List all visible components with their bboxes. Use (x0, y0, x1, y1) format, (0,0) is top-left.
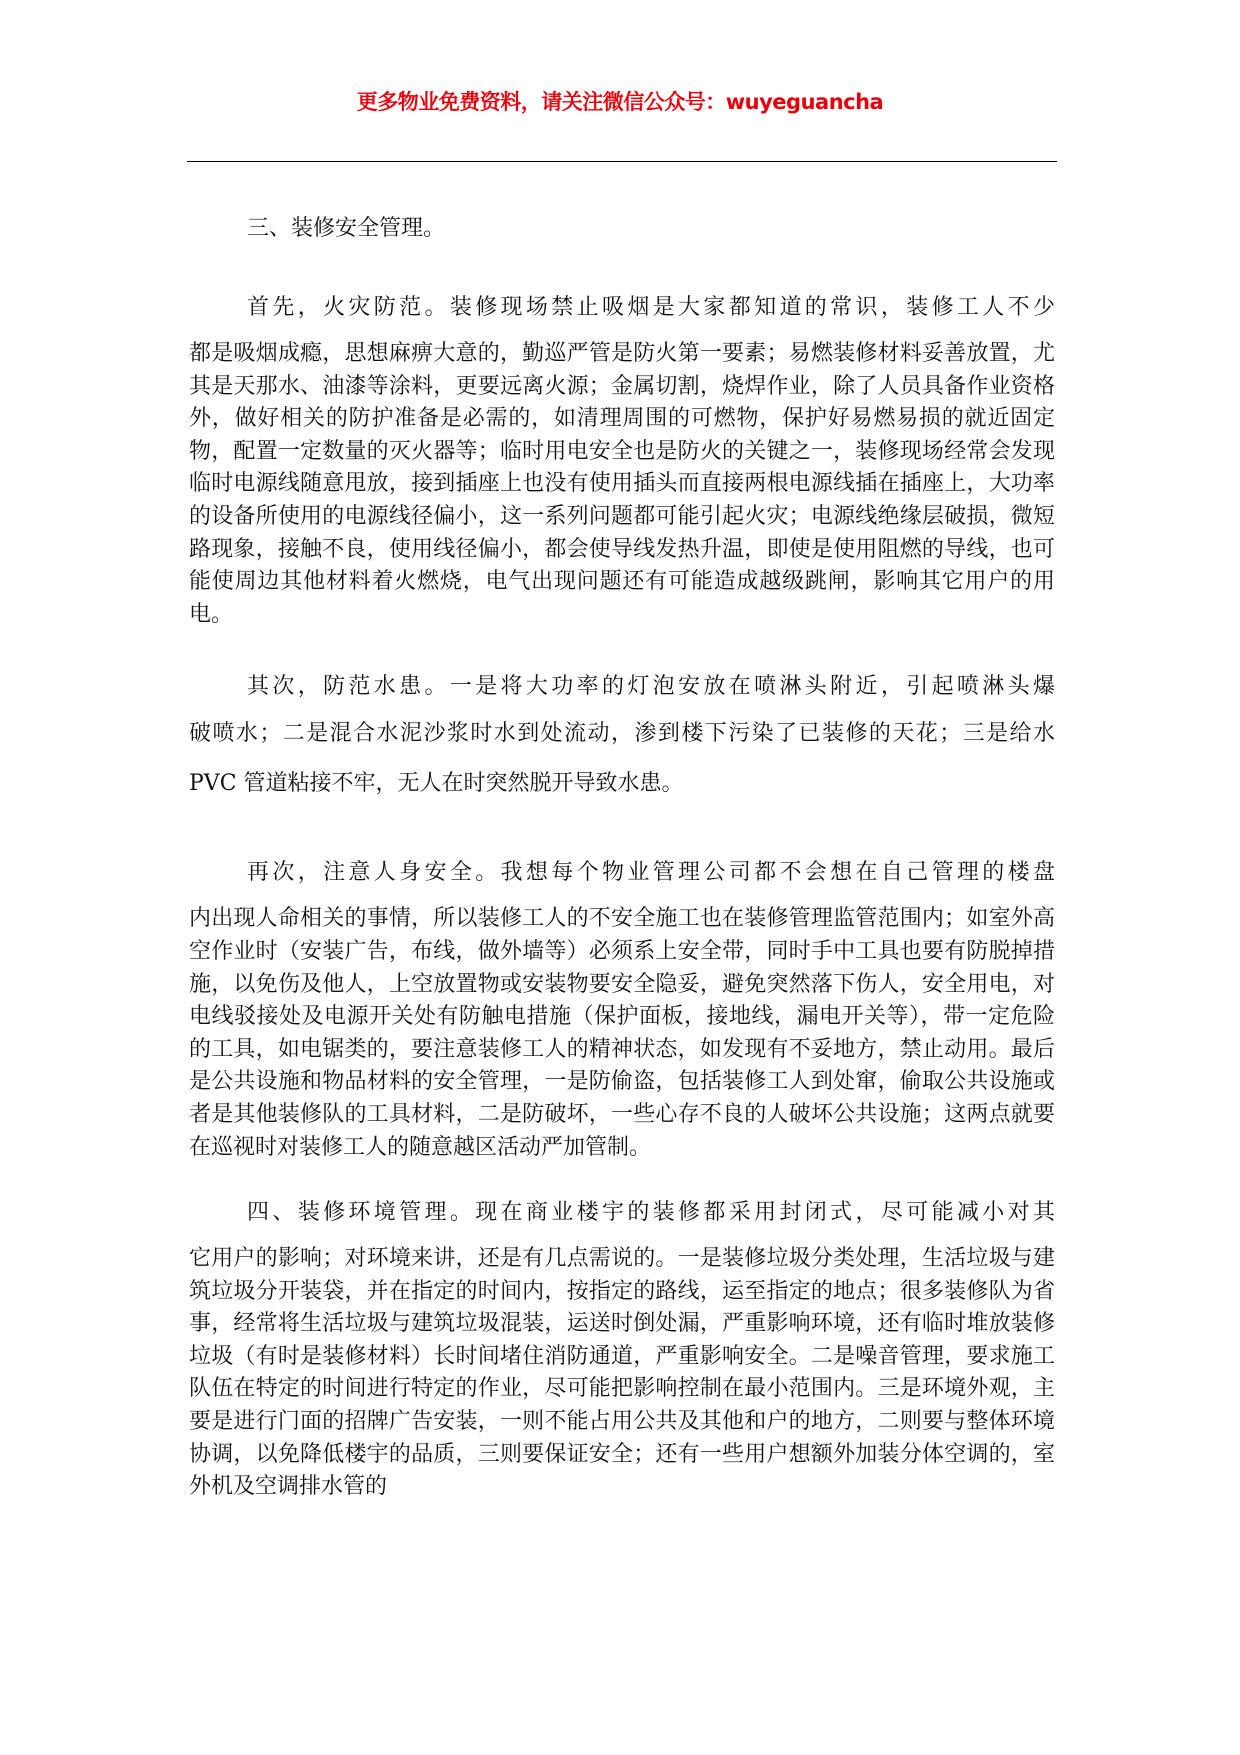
paragraph-safety-body: 内出现人命相关的事情，所以装修工人的不安全施工也在装修管理监管范围内；如室外高空作业时（安装广告，布线，做外墙等）必须系上安全带，同时手中工具也要有防脱掉措施，以免伤及他人，上空放置物或安装物要安全隐妥，避免突然落下伤人，安全用电，对电线驳接处及电源开关处有防触电措施（保护面板，接地线，漏电开关等），带一定危险的工具，如电锯类的，要注意装修工人的精神状态，如发现有不妥地方，禁止动用。最后是公共设施和物品材料的安全管理，一是防偷盗，包括装修工人到处窜，偷取公共设施或者是其他装修队的工具材料，二是防破坏，一些心存不良的人破坏公共设施；这两点就要在巡视时对装修工人的随意越区活动严加管制。 (189, 906, 1055, 1160)
paragraph-safety-first-line: 再次，注意人身安全。我想每个物业管理公司都不会想在自己管理的楼盘 (247, 860, 1055, 886)
paragraph-personal-safety (189, 857, 1055, 1164)
paragraph-environment-management (189, 1197, 1055, 1504)
section-three-heading: 三、装修安全管理。 (247, 216, 446, 241)
header-divider (187, 161, 1057, 162)
paragraph-env-first-line: 四、装修环境管理。现在商业楼宇的装修都采用封闭式，尽可能减小对其 (247, 1200, 1055, 1226)
document-body (189, 213, 1055, 1504)
paragraph-fire-first-line: 首先，火灾防范。装修现场禁止吸烟是大家都知道的常识，装修工人不少 (247, 295, 1055, 320)
paragraph-fire-prevention (189, 292, 1055, 631)
paragraph-water-first-line: 其次，防范水患。一是将大功率的灯泡安放在喷淋头附近，引起喷淋头爆 (247, 674, 1055, 700)
paragraph-water-body: 破喷水；二是混合水泥沙浆时水到处流动，渗到楼下污染了已装修的天花；三是给水 PVC 管道粘接不牢，无人在时突然脱开导致水患。 (189, 721, 1055, 797)
header-banner-text: 更多物业免费资料，请关注微信公众号：wuyeguancha (356, 90, 884, 114)
paragraph-env-body: 它用户的影响；对环境来讲，还是有几点需说的。一是装修垃圾分类处理，生活垃圾与建筑垃圾分开装袋，并在指定的时间内，按指定的路线，运至指定的地点；很多装修队为省事，经常将生活垃圾与建筑垃圾混装，运送时倒处漏，严重影响环境，还有临时堆放装修垃圾（有时是装修材料）长时间堵住消防通道，严重影响安全。二是噪音管理，要求施工队伍在特定的时间进行特定的作业，尽可能把影响控制在最小范围内。三是环境外观，主要是进行门面的招牌广告安装，一则不能占用公共及其他和户的地方，二则要与整体环境协调，以免降低楼宇的品质，三则要保证安全；还有一些用户想额外加装分体空调的，室外机及空调排水管的 (189, 1246, 1055, 1500)
paragraph-fire-body: 都是吸烟成瘾，思想麻痹大意的，勤巡严管是防火第一要素；易燃装修材料妥善放置，尤其是天那水、油漆等涂料，更要远离火源；金属切割，烧焊作业，除了人员具备作业资格外，做好相关的防护准备是必需的，如清理周围的可燃物，保护好易燃易损的就近固定物，配置一定数量的灭火器等；临时用电安全也是防火的关键之一，装修现场经常会发现临时电源线随意甩放，接到插座上也没有使用插头而直接两根电源线插在插座上，大功率的设备所使用的电源线径偏小，这一系列问题都可能引起火灾；电源线绝缘层破损，微短路现象，接触不良，使用线径偏小，都会使导线发热升温，即使是使用阻燃的导线，也可能使周边其他材料着火燃烧，电气出现问题还有可能造成越级跳闸，影响其它用户的用电。 (189, 341, 1055, 627)
header-banner (0, 86, 1240, 116)
paragraph-water-prevention (189, 671, 1055, 809)
